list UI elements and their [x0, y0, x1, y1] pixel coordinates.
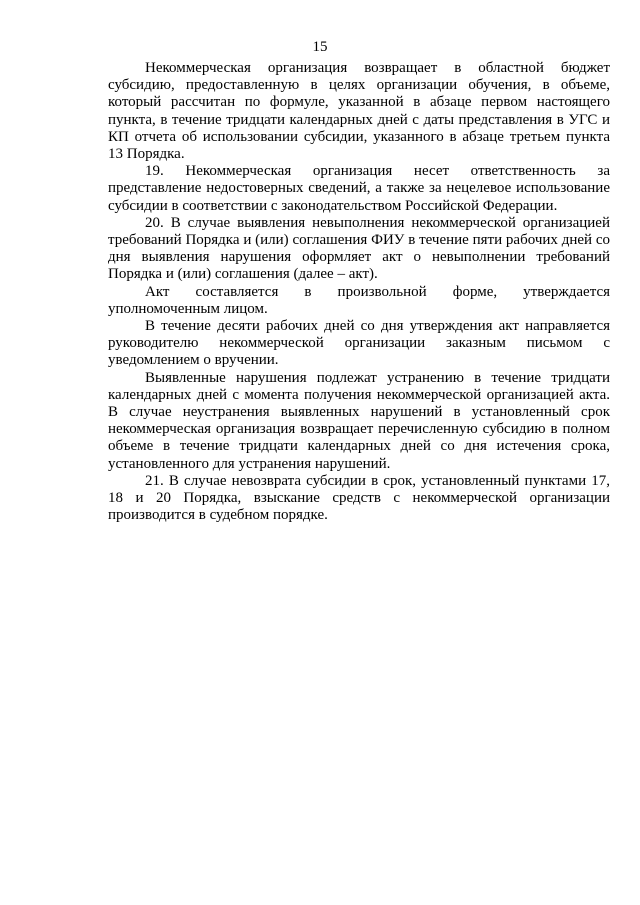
paragraph-19: 19. Некоммерческая организация несет ответственность за представление недостоверных сведений, а также за нецелевое использование субсидии в соответствии с законодательством Российской Федерации. — [108, 163, 610, 214]
paragraph-violations: Выявленные нарушения подлежат устранению в течение тридцати календарных дней с момента получения некоммерческой организацией акта. В случае неустранения выявленных нарушений в установленный срок некоммерческая организация возвращает перечисленную субсидию в полном объеме в течение тридцати календарных дней со дня истечения срока, установленного для устранения нарушений. — [108, 369, 610, 472]
page-number: 15 — [312, 39, 328, 55]
paragraph-act-delivery: В течение десяти рабочих дней со дня утверждения акт направляется руководителю некоммерческой организации заказным письмом с уведомлением о вручении. — [108, 318, 610, 369]
paragraph-21: 21. В случае невозврата субсидии в срок, установленный пунктами 17, 18 и 20 Порядка, взыскание средств с некоммерческой организации производится в судебном порядке. — [108, 472, 610, 524]
paragraph-act-form: Акт составляется в произвольной форме, утверждается уполномоченным лицом. — [108, 283, 610, 317]
document-body — [108, 60, 610, 524]
paragraph-20: 20. В случае выявления невыполнения некоммерческой организацией требований Порядка и (или) соглашения ФИУ в течение пяти рабочих дней со дня выявления нарушения оформляет акт о невыполнении требований Порядка и (или) соглашения (далее – акт). — [108, 214, 610, 283]
paragraph-subsidy-return: Некоммерческая организация возвращает в областной бюджет субсидию, предоставленную в целях организации обучения, в объеме, который рассчитан по формуле, указанной в абзаце первом настоящего пункта, в течение тридцати календарных дней с даты представления в УГС и КП отчета об использовании субсидии, указанного в абзаце третьем пункта 13 Порядка. — [108, 60, 610, 163]
